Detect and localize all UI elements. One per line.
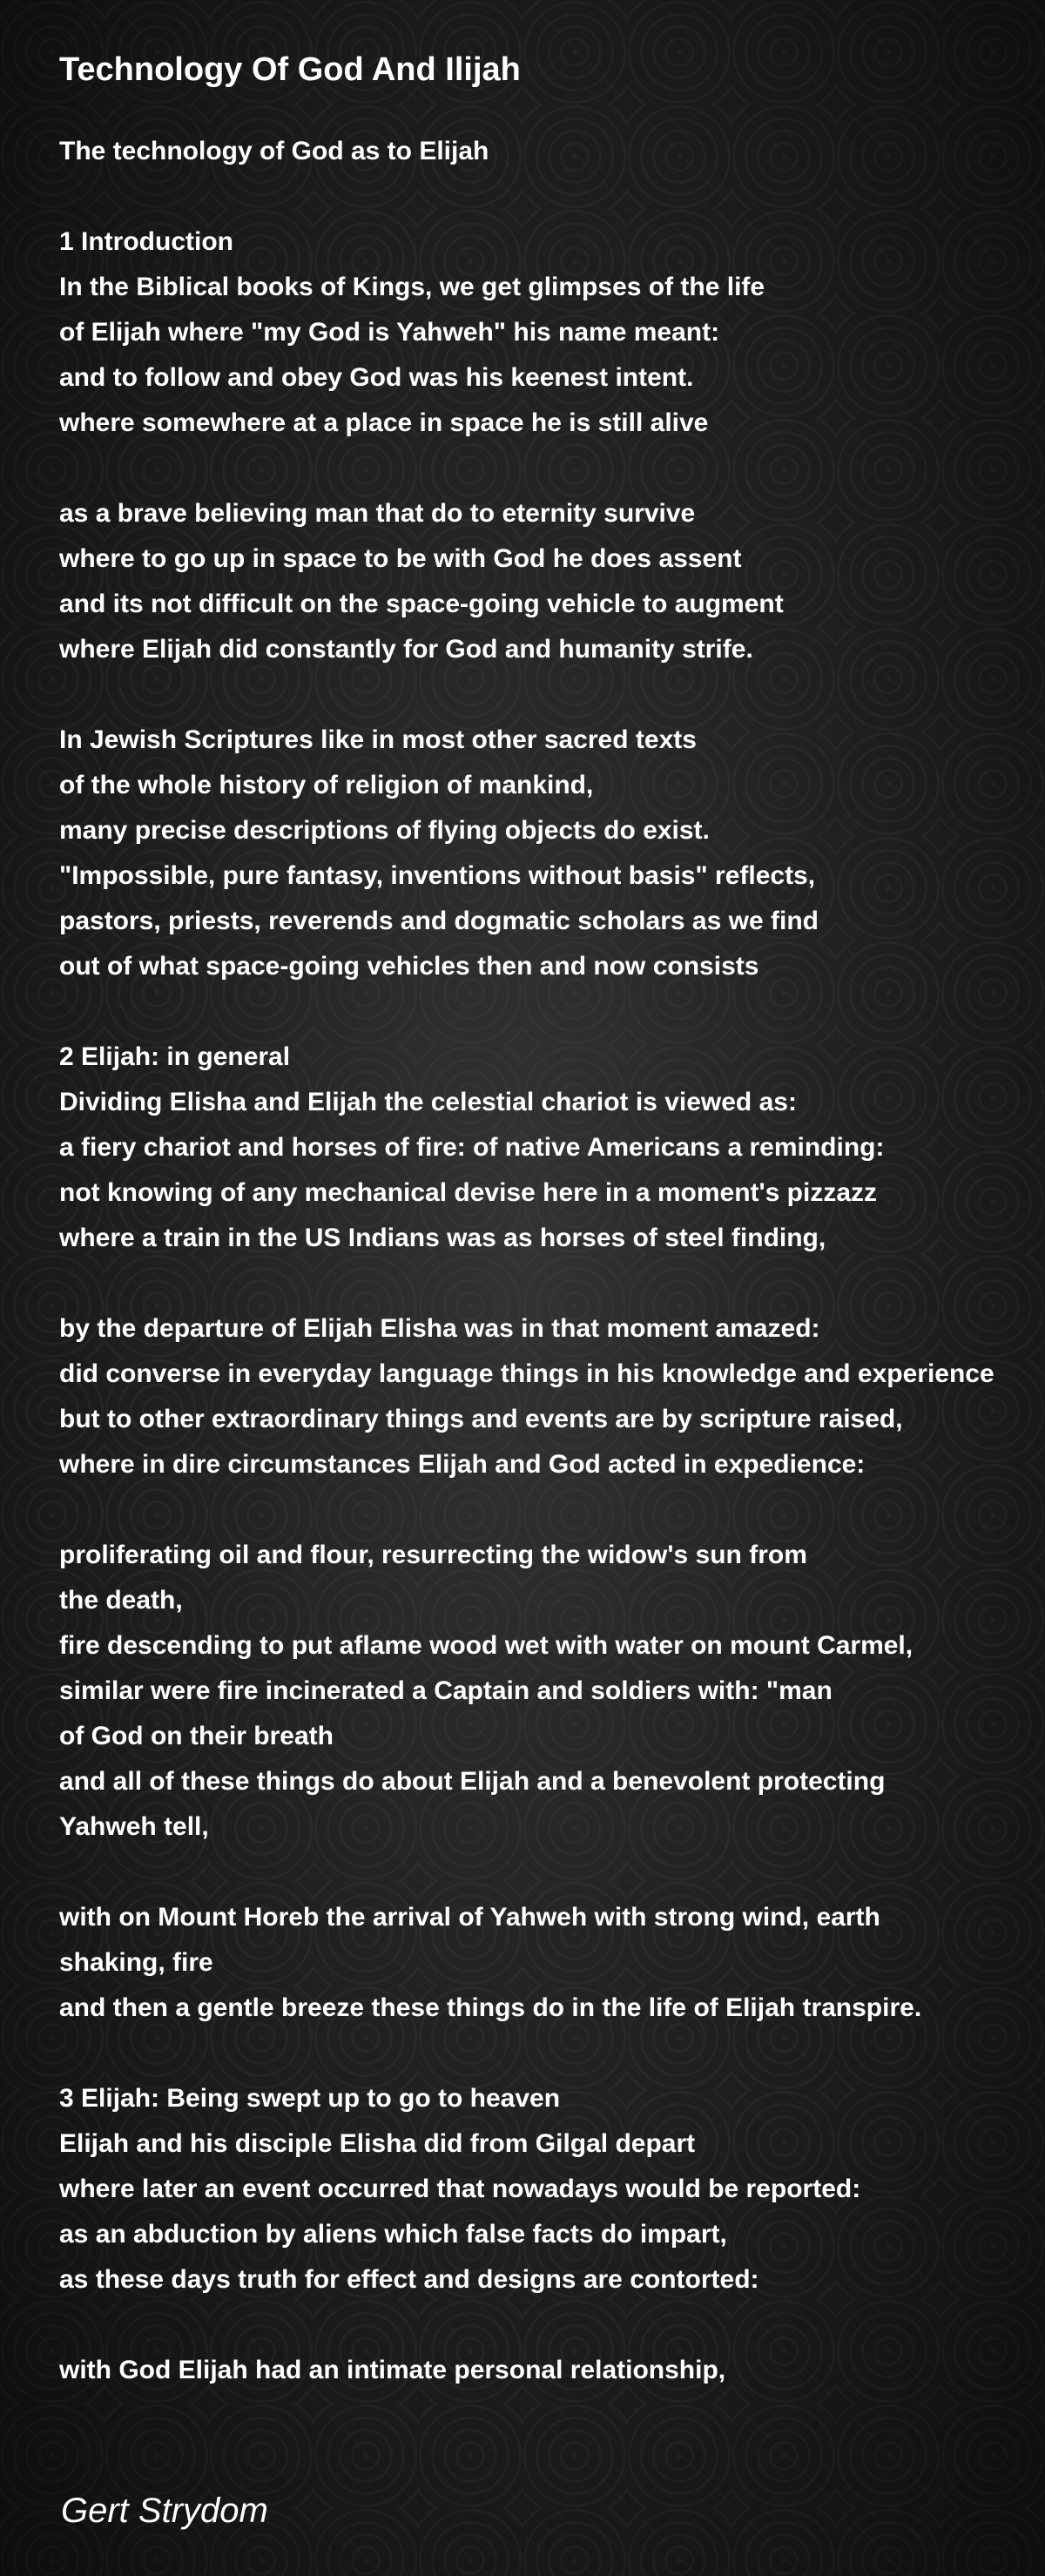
poem-stanza <box>59 2076 1045 2303</box>
poem-line: not knowing of any mechanical devise here in a moment's pizzazz <box>59 1178 878 1207</box>
poem-line: and all of these things do about Elijah and a benevolent protecting <box>59 1767 886 1796</box>
author-signature: Gert Strydom <box>61 2492 268 2530</box>
poem-line: and to follow and obey God was his keenest intent. <box>59 363 694 392</box>
poem-line: proliferating oil and flour, resurrecting the widow's sun from <box>59 1541 807 1569</box>
poem-subtitle: The technology of God as to Elijah <box>59 137 489 165</box>
poem-line: with on Mount Horeb the arrival of Yahweh with strong wind, earth <box>59 1903 880 1932</box>
poem-line: where somewhere at a place in space he is still alive <box>59 408 709 437</box>
poem-line: but to other extraordinary things and events are by scripture raised, <box>59 1405 903 1433</box>
poem-line: 1 Introduction <box>59 227 233 256</box>
poem-line: of Elijah where "my God is Yahweh" his name meant: <box>59 318 720 347</box>
poem-line: similar were fire incinerated a Captain and soldiers with: "man <box>59 1676 833 1705</box>
poem-line: of the whole history of religion of mankind, <box>59 771 594 799</box>
poem-stanza <box>59 219 1045 446</box>
poem-line: 2 Elijah: in general <box>59 1042 291 1071</box>
poem-line: In Jewish Scriptures like in most other sacred texts <box>59 725 697 754</box>
poem-stanza <box>59 1035 1045 1261</box>
poem-line: 3 Elijah: Being swept up to go to heaven <box>59 2084 561 2113</box>
poem-line: as these days truth for effect and designs are contorted: <box>59 2265 759 2294</box>
poem-line: where in dire circumstances Elijah and God acted in expedience: <box>59 1450 866 1479</box>
poem-line: where a train in the US Indians was as horses of steel finding, <box>59 1224 826 1252</box>
poem-stanza <box>59 1895 1045 2031</box>
poem-stanza <box>59 491 1045 672</box>
poem-title: Technology Of God And Ilijah <box>59 51 521 88</box>
poem-line: Dividing Elisha and Elijah the celestial chariot is viewed as: <box>59 1088 797 1116</box>
poem-line: the death, <box>59 1586 183 1615</box>
poem-line: Elijah and his disciple Elisha did from Gilgal depart <box>59 2129 696 2158</box>
poem-line: as an abduction by aliens which false facts do impart, <box>59 2220 727 2249</box>
poem-line: a fiery chariot and horses of fire: of native Americans a reminding: <box>59 1133 885 1162</box>
poem-stanza <box>59 1533 1045 1850</box>
poem-line: where to go up in space to be with God he does assent <box>59 544 742 573</box>
poem-line: out of what space-going vehicles then and now consists <box>59 952 759 981</box>
poem-line: "Impossible, pure fantasy, inventions without basis" reflects, <box>59 861 816 890</box>
poem-line: did converse in everyday language things in his knowledge and experience <box>59 1359 994 1388</box>
poem-line: In the Biblical books of Kings, we get glimpses of the life <box>59 273 765 301</box>
poem-line: by the departure of Elijah Elisha was in that moment amazed: <box>59 1314 820 1343</box>
poem-line: shaking, fire <box>59 1948 213 1977</box>
poem-line: Yahweh tell, <box>59 1812 209 1841</box>
poem-line: where Elijah did constantly for God and humanity strife. <box>59 635 753 664</box>
poem-line: and then a gentle breeze these things do in the life of Elijah transpire. <box>59 1993 922 2022</box>
poem-line: where later an event occurred that nowadays would be reported: <box>59 2175 861 2203</box>
poem-line: of God on their breath <box>59 1722 334 1750</box>
poem-line: many precise descriptions of flying objects do exist. <box>59 816 710 845</box>
poem-line: pastors, priests, reverends and dogmatic scholars as we find <box>59 907 819 935</box>
poem-stanza <box>59 1306 1045 1487</box>
poem-line: as a brave believing man that do to eternity survive <box>59 499 696 528</box>
poem-page <box>59 45 1045 2576</box>
poem-stanza <box>59 718 1045 989</box>
poem-line: and its not difficult on the space-going vehicle to augment <box>59 590 784 618</box>
poem-stanza <box>59 2348 1045 2393</box>
poem-body <box>59 219 1045 2393</box>
poem-line: fire descending to put aflame wood wet with water on mount Carmel, <box>59 1631 914 1660</box>
poem-line: with God Elijah had an intimate personal relationship, <box>59 2356 726 2384</box>
